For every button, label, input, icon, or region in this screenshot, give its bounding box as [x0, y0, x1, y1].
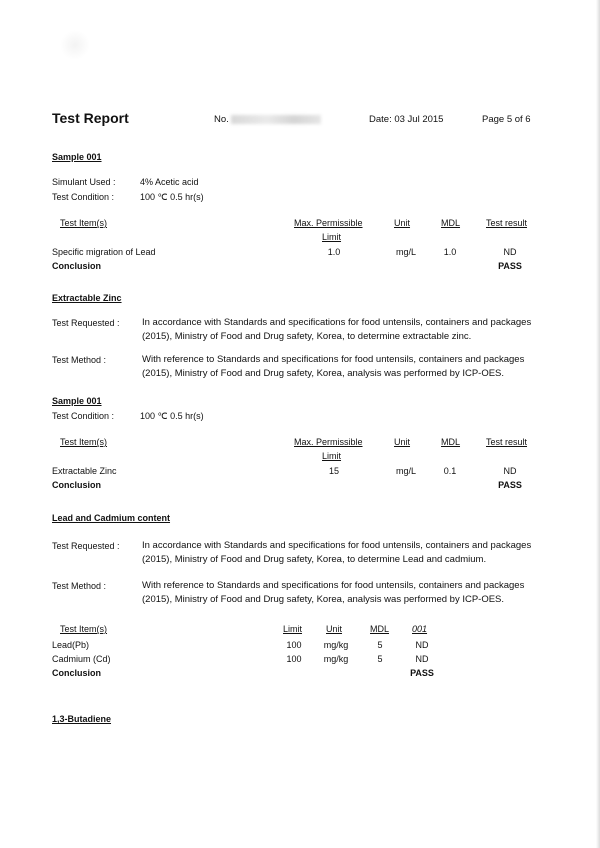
row-item: Specific migration of Lead — [52, 247, 156, 257]
col-mdl: MDL — [370, 624, 390, 634]
report-date: Date: 03 Jul 2015 — [369, 114, 444, 125]
report-number — [214, 114, 321, 125]
table-row-cadmium-limit: 100 — [286, 654, 302, 664]
col-max-limit-2: Limit — [322, 451, 342, 461]
test-condition-value: 100 ℃ 0.5 hr(s) — [140, 192, 204, 202]
page-number: Page 5 of 6 — [482, 114, 531, 125]
test-method-label: Test Method : — [52, 355, 107, 365]
row-unit: mg/L — [395, 466, 416, 476]
table-row-cadmium-unit: mg/kg — [323, 654, 349, 664]
conclusion-label: Conclusion — [52, 480, 101, 490]
col-mdl: MDL — [441, 437, 461, 447]
scan-smudge — [60, 30, 90, 60]
report-title: Test Report — [52, 110, 129, 126]
col-mdl: MDL — [441, 218, 461, 228]
row-mdl: 1.0 — [443, 247, 457, 257]
section2-condition-value: 100 ℃ 0.5 hr(s) — [140, 411, 204, 421]
test-requested-label: Test Requested : — [52, 318, 120, 328]
conclusion-value: PASS — [498, 261, 522, 271]
row-limit: 1.0 — [327, 247, 341, 257]
row-result: ND — [503, 247, 517, 257]
report-number-label: No. — [214, 114, 229, 125]
row-unit: mg/L — [395, 247, 416, 257]
redacted-number — [231, 115, 321, 124]
col-test-item: Test Item(s) — [60, 624, 108, 634]
test-condition-label: Test Condition : — [52, 192, 115, 202]
test-method-label: Test Method : — [52, 581, 107, 591]
butadiene-heading: 1,3-Butadiene — [52, 714, 112, 724]
test-requested-text: In accordance with Standards and specifications for food untensils, containers and packages (2015), Ministry of Food and Drug safety, Korea, to determine Lead and cadmium. — [142, 540, 532, 565]
page-edge-shadow — [596, 0, 600, 848]
row-mdl: 0.1 — [443, 466, 457, 476]
lead-cadmium-heading: Lead and Cadmium content — [52, 513, 171, 523]
table-row-cadmium-item: Cadmium (Cd) — [52, 654, 111, 664]
col-test-result: Test result — [486, 218, 528, 228]
col-unit: Unit — [394, 218, 411, 228]
row-item: Extractable Zinc — [52, 466, 117, 476]
table-row-lead-item: Lead(Pb) — [52, 640, 90, 650]
simulant-value: 4% Acetic acid — [140, 177, 199, 187]
conclusion-label: Conclusion — [52, 668, 101, 678]
col-max-limit-2: Limit — [322, 232, 342, 242]
row-result: ND — [503, 466, 517, 476]
row-limit: 15 — [328, 466, 339, 476]
col-max-limit: Max. Permissible — [294, 218, 363, 228]
col-max-limit: Max. Permissible — [294, 437, 363, 447]
table-row-lead-mdl: 5 — [377, 640, 383, 650]
test-method-text: With reference to Standards and specifications for food untensils, containers and packages (2015), Ministry of Food and Drug safety, Korea, analysis was performed by ICP-OES. — [142, 580, 525, 605]
col-test-result: Test result — [486, 437, 528, 447]
col-test-item: Test Item(s) — [60, 437, 108, 447]
table-row-cadmium-result: ND — [415, 654, 429, 664]
test-method-text: With reference to Standards and specifications for food untensils, containers and packages (2015), Ministry of Food and Drug safety, Korea, analysis was performed by ICP-OES. — [142, 354, 525, 379]
test-requested-label: Test Requested : — [52, 541, 120, 551]
extractable-zinc-heading: Extractable Zinc — [52, 293, 122, 303]
conclusion-value: PASS — [498, 480, 522, 490]
section2-condition-label: Test Condition : — [52, 411, 115, 421]
col-unit: Unit — [394, 437, 411, 447]
table-row-lead-result: ND — [415, 640, 429, 650]
test-requested-text: In accordance with Standards and specifications for food untensils, containers and packages (2015), Ministry of Food and Drug safety, Korea, to determine extractable zinc. — [142, 317, 532, 342]
section1-sample-heading: Sample 001 — [52, 152, 102, 162]
conclusion-label: Conclusion — [52, 261, 101, 271]
table-row-cadmium-mdl: 5 — [377, 654, 383, 664]
table-row-lead-unit: mg/kg — [323, 640, 349, 650]
col-sample-001: 001 — [412, 624, 428, 634]
section2-sample-heading: Sample 001 — [52, 396, 102, 406]
col-test-item: Test Item(s) — [60, 218, 108, 228]
col-limit: Limit — [283, 624, 303, 634]
simulant-label: Simulant Used : — [52, 177, 116, 187]
table-row-lead-limit: 100 — [286, 640, 302, 650]
col-unit: Unit — [326, 624, 343, 634]
conclusion-value: PASS — [410, 668, 434, 678]
